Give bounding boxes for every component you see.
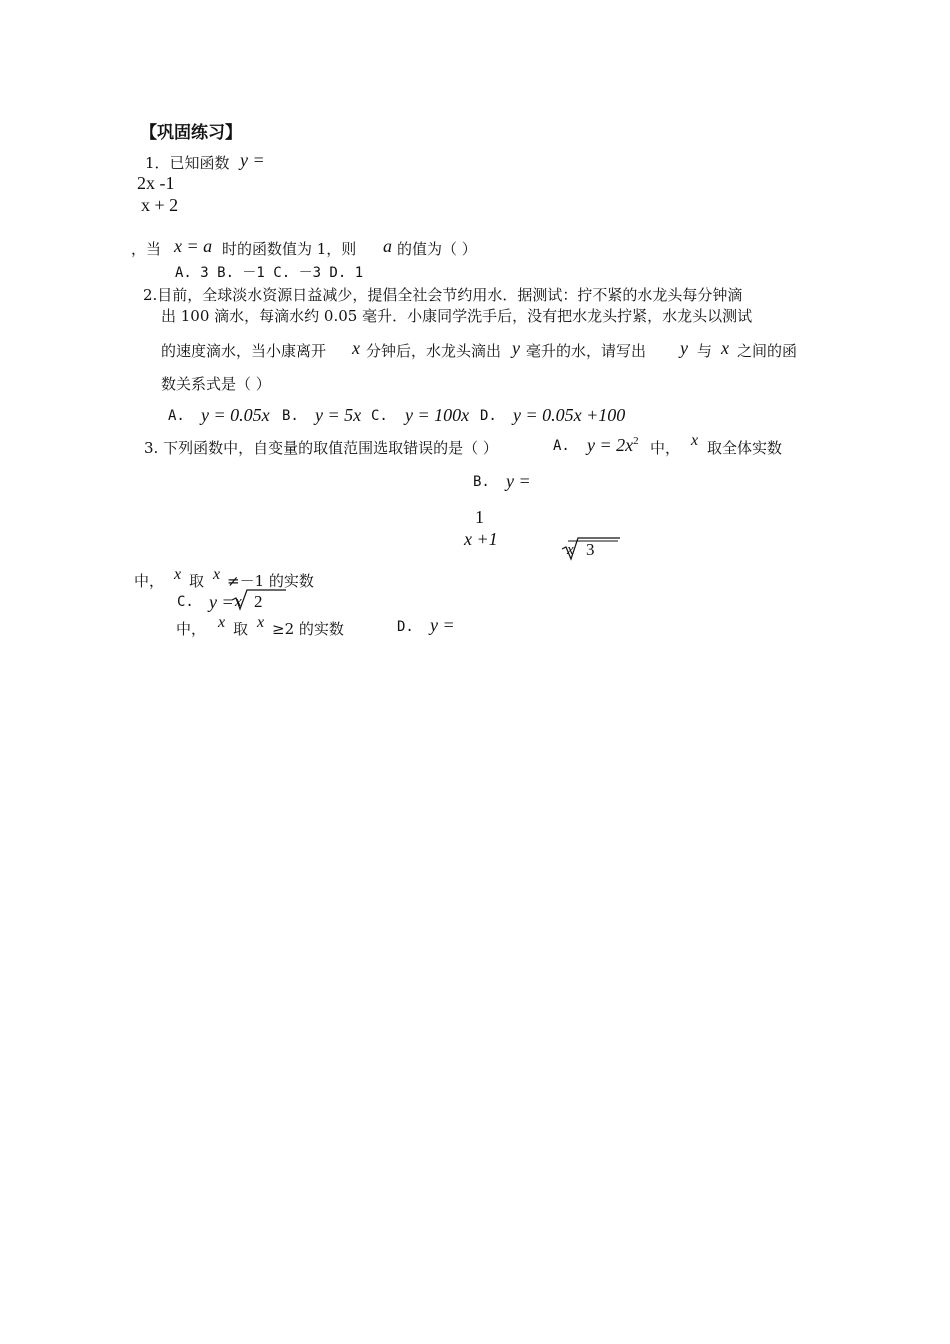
q2-line3-x: x <box>352 338 360 358</box>
q3-opt-a-post: 取全体实数 <box>707 439 783 457</box>
q3-opt-d-label: D. <box>397 619 414 635</box>
q3-opt-b-y: y = <box>506 471 531 491</box>
q2-opt-d-label: D. <box>480 408 497 424</box>
q2-line3-y2: y <box>680 338 688 358</box>
q3-opt-c-label: C. <box>177 594 194 610</box>
q3-opt-c-cond-mid: 取 <box>233 620 249 638</box>
q1-cond-post: 的值为（ ） <box>397 240 477 258</box>
q2-opt-b: y = 5x <box>315 405 362 425</box>
q3-opt-a-x: x <box>691 432 699 449</box>
q2-line3-and: 与 <box>697 342 713 360</box>
q2-opt-a-label: A. <box>168 408 185 424</box>
q1-cond-expr: x = a <box>174 236 213 256</box>
q2-opt-c: y = 100x <box>405 405 470 425</box>
q1-y-eq: y = <box>240 150 265 170</box>
q1-denominator: x + 2 <box>141 195 179 215</box>
q2-opt-d: y = 0.05x +100 <box>513 405 626 425</box>
q3-opt-b-cond-expr: x <box>213 566 221 583</box>
q2-line3-y: y <box>512 338 520 358</box>
q2-line4: 数关系式是（ ） <box>161 375 271 393</box>
q3-stem: 3. 下列函数中，自变量的取值范围选取错误的是（ ） <box>144 439 498 457</box>
q2-line3-mid2: 毫升的水，请写出 <box>526 342 647 360</box>
section-title: 【巩固练习】 <box>140 123 242 143</box>
q1-cond-pre: ，当 <box>131 240 162 258</box>
sqrt-3-x: x <box>567 542 574 558</box>
q2-line3-mid: 分钟后，水龙头滴出 <box>366 342 502 360</box>
q3-opt-c-cond-expr: x <box>257 614 265 631</box>
q2-opt-c-label: C. <box>371 408 388 424</box>
q3-opt-b-cond-pre: 中， <box>134 572 165 590</box>
q3-opt-b-cond-post: ≠－1 的实数 <box>227 572 314 590</box>
q3-opt-b-label: B. <box>473 474 490 490</box>
q2-line3-x2: x <box>721 338 729 358</box>
q2-line2: 出 100 滴水，每滴水约 0.05 毫升．小康同学洗手后，没有把水龙头拧紧，水龙头以测试 <box>161 307 753 325</box>
q3-opt-c-cond-post: ≥2 的实数 <box>272 620 344 638</box>
q2-opt-a: y = 0.05x <box>201 405 270 425</box>
q3-opt-b-den: x +1 <box>464 529 498 549</box>
q3-opt-b-cond-mid: 取 <box>189 572 205 590</box>
q3-opt-d-y: y = <box>430 615 455 635</box>
q3-opt-c-cond-x: x <box>218 614 226 631</box>
q2-line1: 2.目前，全球淡水资源日益减少，提倡全社会节约用水．据测试：拧不紧的水龙头每分钟滴 <box>143 286 743 304</box>
q3-opt-a-label: A. <box>553 438 570 454</box>
sqrt-2-x: x <box>235 594 242 610</box>
q3-opt-a-mid: 中， <box>650 439 681 457</box>
q1-cond-a: a <box>383 236 392 256</box>
q2-line3-post: 之间的函 <box>737 342 798 360</box>
q3-opt-b-num: 1 <box>475 507 484 527</box>
sqrt-2-value: 2 <box>254 592 263 611</box>
q1-cond-mid: 时的函数值为 1，则 <box>222 240 357 258</box>
q3-opt-c-y: y = <box>209 592 234 612</box>
q1-prefix: 1．已知函数 <box>145 154 230 172</box>
sqrt-3-value: 3 <box>586 540 595 559</box>
q3-opt-b-cond-x: x <box>174 566 182 583</box>
q2-line3-pre: 的速度滴水，当小康离开 <box>161 342 327 360</box>
q1-options: A. 3 B. －1 C. －3 D. 1 <box>175 265 364 281</box>
q1-numerator: 2x -1 <box>137 173 175 193</box>
q3-opt-a-expr: $y = 2x^2$ <box>587 435 639 455</box>
q2-opt-b-label: B. <box>282 408 299 424</box>
q3-opt-c-cond-pre: 中， <box>176 620 207 638</box>
